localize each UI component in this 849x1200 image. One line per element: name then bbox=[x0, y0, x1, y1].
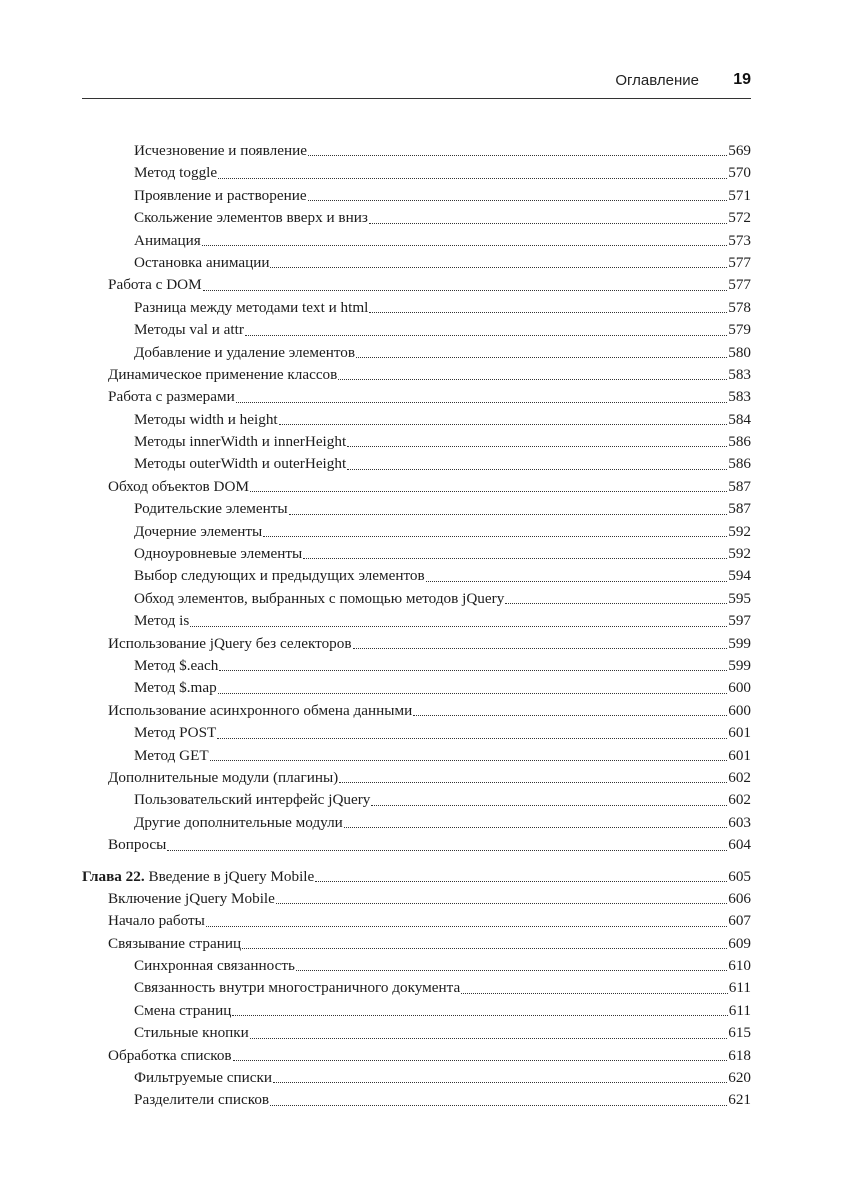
toc-entry-title: Скольжение элементов вверх и вниз bbox=[134, 209, 368, 227]
table-of-contents bbox=[82, 140, 751, 1112]
toc-entry-title: Пользовательский интерфейс jQuery bbox=[134, 791, 371, 809]
toc-entry-page: 569 bbox=[728, 142, 751, 159]
toc-entry-title: Исчезновение и появление bbox=[134, 142, 307, 159]
toc-entry-page: 571 bbox=[728, 186, 751, 204]
dot-leader bbox=[167, 849, 727, 851]
toc-entry-page: 587 bbox=[728, 500, 751, 518]
toc-entry bbox=[82, 319, 751, 341]
toc-entry bbox=[82, 364, 751, 386]
toc-entry-title: Выбор следующих и предыдущих элементов bbox=[134, 567, 425, 585]
toc-entry bbox=[82, 888, 751, 910]
toc-entry-page: 592 bbox=[728, 545, 751, 563]
toc-entry-page: 601 bbox=[728, 724, 751, 742]
toc-entry bbox=[82, 677, 751, 699]
toc-entry-title: Использование jQuery без селекторов bbox=[108, 634, 352, 652]
toc-entry-page: 603 bbox=[728, 813, 751, 831]
toc-entry-page: 599 bbox=[728, 656, 751, 674]
dot-leader bbox=[273, 1081, 727, 1083]
toc-entry-title: Добавление и удаление элементов bbox=[134, 343, 356, 361]
toc-entry-page: 599 bbox=[728, 634, 751, 652]
dot-leader bbox=[210, 759, 728, 761]
toc-entry-page: 577 bbox=[728, 253, 751, 271]
toc-entry bbox=[82, 633, 751, 655]
toc-entry-title: Дополнительные модули (плагины) bbox=[108, 768, 339, 786]
toc-entry-page: 602 bbox=[728, 768, 751, 786]
dot-leader bbox=[303, 557, 727, 559]
toc-entry-page: 583 bbox=[728, 388, 751, 406]
toc-entry-page: 573 bbox=[728, 231, 751, 249]
toc-entry bbox=[82, 342, 751, 364]
toc-entry-title: Метод $.each bbox=[134, 656, 219, 674]
toc-entry-title: Методы innerWidth и innerHeight bbox=[134, 433, 347, 451]
toc-entry bbox=[82, 1022, 751, 1044]
dot-leader bbox=[276, 902, 727, 904]
dot-leader bbox=[245, 334, 727, 336]
dot-leader bbox=[413, 714, 727, 716]
toc-entry-title: Синхронная связанность bbox=[134, 957, 295, 975]
dot-leader bbox=[250, 490, 727, 492]
dot-leader bbox=[219, 669, 727, 671]
toc-entry-title: Обход объектов DOM bbox=[108, 477, 249, 495]
toc-entry-page: 586 bbox=[728, 455, 751, 473]
toc-entry-title: Обход элементов, выбранных с помощью методов jQuery bbox=[134, 589, 505, 607]
dot-leader bbox=[202, 244, 728, 246]
dot-leader bbox=[218, 692, 728, 694]
toc-entry-page: 578 bbox=[728, 298, 751, 316]
toc-entry bbox=[82, 543, 751, 565]
toc-entry-title: Метод toggle bbox=[134, 164, 218, 182]
toc-entry bbox=[82, 565, 751, 587]
toc-entry-title: Связанность внутри многостраничного документа bbox=[134, 979, 461, 997]
toc-entry bbox=[82, 521, 751, 543]
toc-entry-title: Разница между методами text и html bbox=[134, 298, 369, 316]
toc-entry-title: Метод GET bbox=[134, 746, 209, 764]
dot-leader bbox=[339, 781, 727, 783]
toc-entry-page: 584 bbox=[728, 410, 751, 428]
toc-entry bbox=[82, 498, 751, 520]
section-title: Оглавление bbox=[615, 72, 699, 89]
dot-leader bbox=[461, 992, 728, 994]
toc-entry bbox=[82, 812, 751, 834]
toc-entry bbox=[82, 834, 751, 856]
toc-entry bbox=[82, 933, 751, 955]
toc-entry-page: 610 bbox=[728, 957, 751, 975]
toc-entry-page: 600 bbox=[728, 679, 751, 697]
toc-entry-page: 583 bbox=[728, 365, 751, 383]
toc-entry-title: Другие дополнительные модули bbox=[134, 813, 343, 831]
toc-chapter-entry bbox=[82, 866, 751, 888]
page-number: 19 bbox=[733, 71, 751, 88]
toc-entry-page: 600 bbox=[728, 701, 751, 719]
running-header bbox=[82, 70, 751, 98]
toc-entry-page: 595 bbox=[728, 589, 751, 607]
toc-entry-page: 579 bbox=[728, 321, 751, 339]
dot-leader bbox=[218, 177, 727, 179]
toc-entry bbox=[82, 789, 751, 811]
dot-leader bbox=[206, 925, 727, 927]
toc-entry-title: Стильные кнопки bbox=[134, 1024, 249, 1042]
toc-entry bbox=[82, 230, 751, 252]
dot-leader bbox=[250, 1037, 727, 1039]
toc-entry bbox=[82, 386, 751, 408]
toc-entry bbox=[82, 955, 751, 977]
toc-entry bbox=[82, 910, 751, 932]
toc-entry bbox=[82, 977, 751, 999]
toc-entry-page: 618 bbox=[728, 1046, 751, 1064]
dot-leader bbox=[315, 880, 727, 882]
dot-leader bbox=[347, 468, 727, 470]
toc-entry bbox=[82, 745, 751, 767]
dot-leader bbox=[371, 804, 727, 806]
toc-entry bbox=[82, 1067, 751, 1089]
dot-leader bbox=[344, 826, 727, 828]
dot-leader bbox=[279, 423, 728, 425]
toc-entry-title: Разделители списков bbox=[134, 1091, 270, 1109]
toc-entry-title: Работа с размерами bbox=[108, 388, 235, 406]
dot-leader bbox=[369, 311, 727, 313]
dot-leader bbox=[296, 969, 727, 971]
dot-leader bbox=[270, 266, 727, 268]
toc-entry-title: Остановка анимации bbox=[134, 253, 270, 271]
toc-entry bbox=[82, 431, 751, 453]
toc-entry-title: Методы outerWidth и outerHeight bbox=[134, 455, 347, 473]
header-divider bbox=[82, 98, 751, 99]
dot-leader bbox=[426, 580, 728, 582]
dot-leader bbox=[233, 1059, 728, 1061]
toc-entry-page: 597 bbox=[728, 612, 751, 630]
dot-leader bbox=[270, 1104, 727, 1106]
toc-entry-title: Метод is bbox=[134, 612, 190, 630]
toc-entry-page: 592 bbox=[728, 522, 751, 540]
dot-leader bbox=[505, 602, 727, 604]
toc-entry bbox=[82, 274, 751, 296]
toc-entry-page: 621 bbox=[728, 1091, 751, 1109]
dot-leader bbox=[232, 1014, 727, 1016]
toc-entry bbox=[82, 610, 751, 632]
toc-entry bbox=[82, 1045, 751, 1067]
dot-leader bbox=[242, 947, 727, 949]
dot-leader bbox=[203, 289, 728, 291]
dot-leader bbox=[369, 222, 727, 224]
toc-entry bbox=[82, 252, 751, 274]
toc-entry-title: Связывание страниц bbox=[108, 934, 242, 952]
toc-entry bbox=[82, 207, 751, 229]
toc-entry bbox=[82, 409, 751, 431]
toc-entry bbox=[82, 700, 751, 722]
dot-leader bbox=[308, 199, 728, 201]
toc-entry-page: 606 bbox=[728, 889, 751, 907]
toc-entry-title: Метод $.map bbox=[134, 679, 217, 697]
chapter-label: Глава 22. bbox=[82, 867, 145, 885]
toc-entry-page: 611 bbox=[728, 979, 751, 997]
toc-entry bbox=[82, 453, 751, 475]
dot-leader bbox=[236, 401, 727, 403]
toc-entry bbox=[82, 162, 751, 184]
toc-entry-title: Начало работы bbox=[108, 912, 205, 930]
toc-entry-title: Одноуровневые элементы bbox=[134, 545, 303, 563]
toc-entry-title: Метод POST bbox=[134, 724, 217, 742]
toc-entry-title: Проявление и растворение bbox=[134, 186, 307, 204]
dot-leader bbox=[356, 356, 727, 358]
toc-entry bbox=[82, 655, 751, 677]
toc-entry-title: Использование асинхронного обмена данными bbox=[108, 701, 413, 719]
toc-entry-page: 607 bbox=[728, 912, 751, 930]
toc-entry bbox=[82, 588, 751, 610]
toc-entry-page: 572 bbox=[728, 209, 751, 227]
toc-entry-title: Методы width и height bbox=[134, 410, 278, 428]
dot-leader bbox=[263, 535, 727, 537]
toc-entry-page: 604 bbox=[728, 836, 751, 854]
toc-entry-page: 602 bbox=[728, 791, 751, 809]
toc-entry bbox=[82, 1000, 751, 1022]
toc-entry bbox=[82, 297, 751, 319]
toc-entry-title: Анимация bbox=[134, 231, 201, 249]
toc-entry-title bbox=[82, 866, 314, 888]
dot-leader bbox=[347, 445, 727, 447]
toc-entry-page: 620 bbox=[728, 1069, 751, 1087]
toc-entry-page: 615 bbox=[728, 1024, 751, 1042]
toc-entry bbox=[82, 722, 751, 744]
toc-entry-title: Включение jQuery Mobile bbox=[108, 889, 275, 907]
toc-entry-page: 580 bbox=[728, 343, 751, 361]
dot-leader bbox=[338, 378, 727, 380]
toc-entry-title: Динамическое применение классов bbox=[108, 365, 338, 383]
toc-entry-page: 609 bbox=[728, 934, 751, 952]
toc-entry-title: Методы val и attr bbox=[134, 321, 244, 339]
toc-entry-title: Работа с DOM bbox=[108, 276, 202, 294]
toc-entry-title: Фильтруемые списки bbox=[134, 1069, 272, 1087]
dot-leader bbox=[217, 737, 727, 739]
toc-entry-title: Обработка списков bbox=[108, 1046, 232, 1064]
dot-leader bbox=[190, 625, 727, 627]
toc-entry-page: 586 bbox=[728, 433, 751, 451]
toc-entry-page: 601 bbox=[728, 746, 751, 764]
dot-leader bbox=[353, 647, 728, 649]
toc-entry-page: 577 bbox=[728, 276, 751, 294]
toc-entry bbox=[82, 185, 751, 207]
dot-leader bbox=[308, 154, 727, 156]
toc-entry-page: 570 bbox=[728, 164, 751, 182]
toc-entry-title: Дочерние элементы bbox=[134, 522, 263, 540]
toc-entry-page: 611 bbox=[728, 1001, 751, 1019]
chapter-title: Введение в jQuery Mobile bbox=[148, 867, 315, 885]
toc-entry bbox=[82, 140, 751, 162]
dot-leader bbox=[289, 513, 728, 515]
toc-entry-title: Вопросы bbox=[108, 836, 167, 854]
toc-entry-page: 587 bbox=[728, 477, 751, 495]
toc-entry-page: 605 bbox=[728, 867, 751, 885]
toc-entry-page: 594 bbox=[728, 567, 751, 585]
toc-entry-title: Родительские элементы bbox=[134, 500, 288, 518]
toc-entry bbox=[82, 1089, 751, 1111]
toc-entry-title: Смена страниц bbox=[134, 1001, 232, 1019]
toc-entry bbox=[82, 767, 751, 789]
toc-entry bbox=[82, 476, 751, 498]
